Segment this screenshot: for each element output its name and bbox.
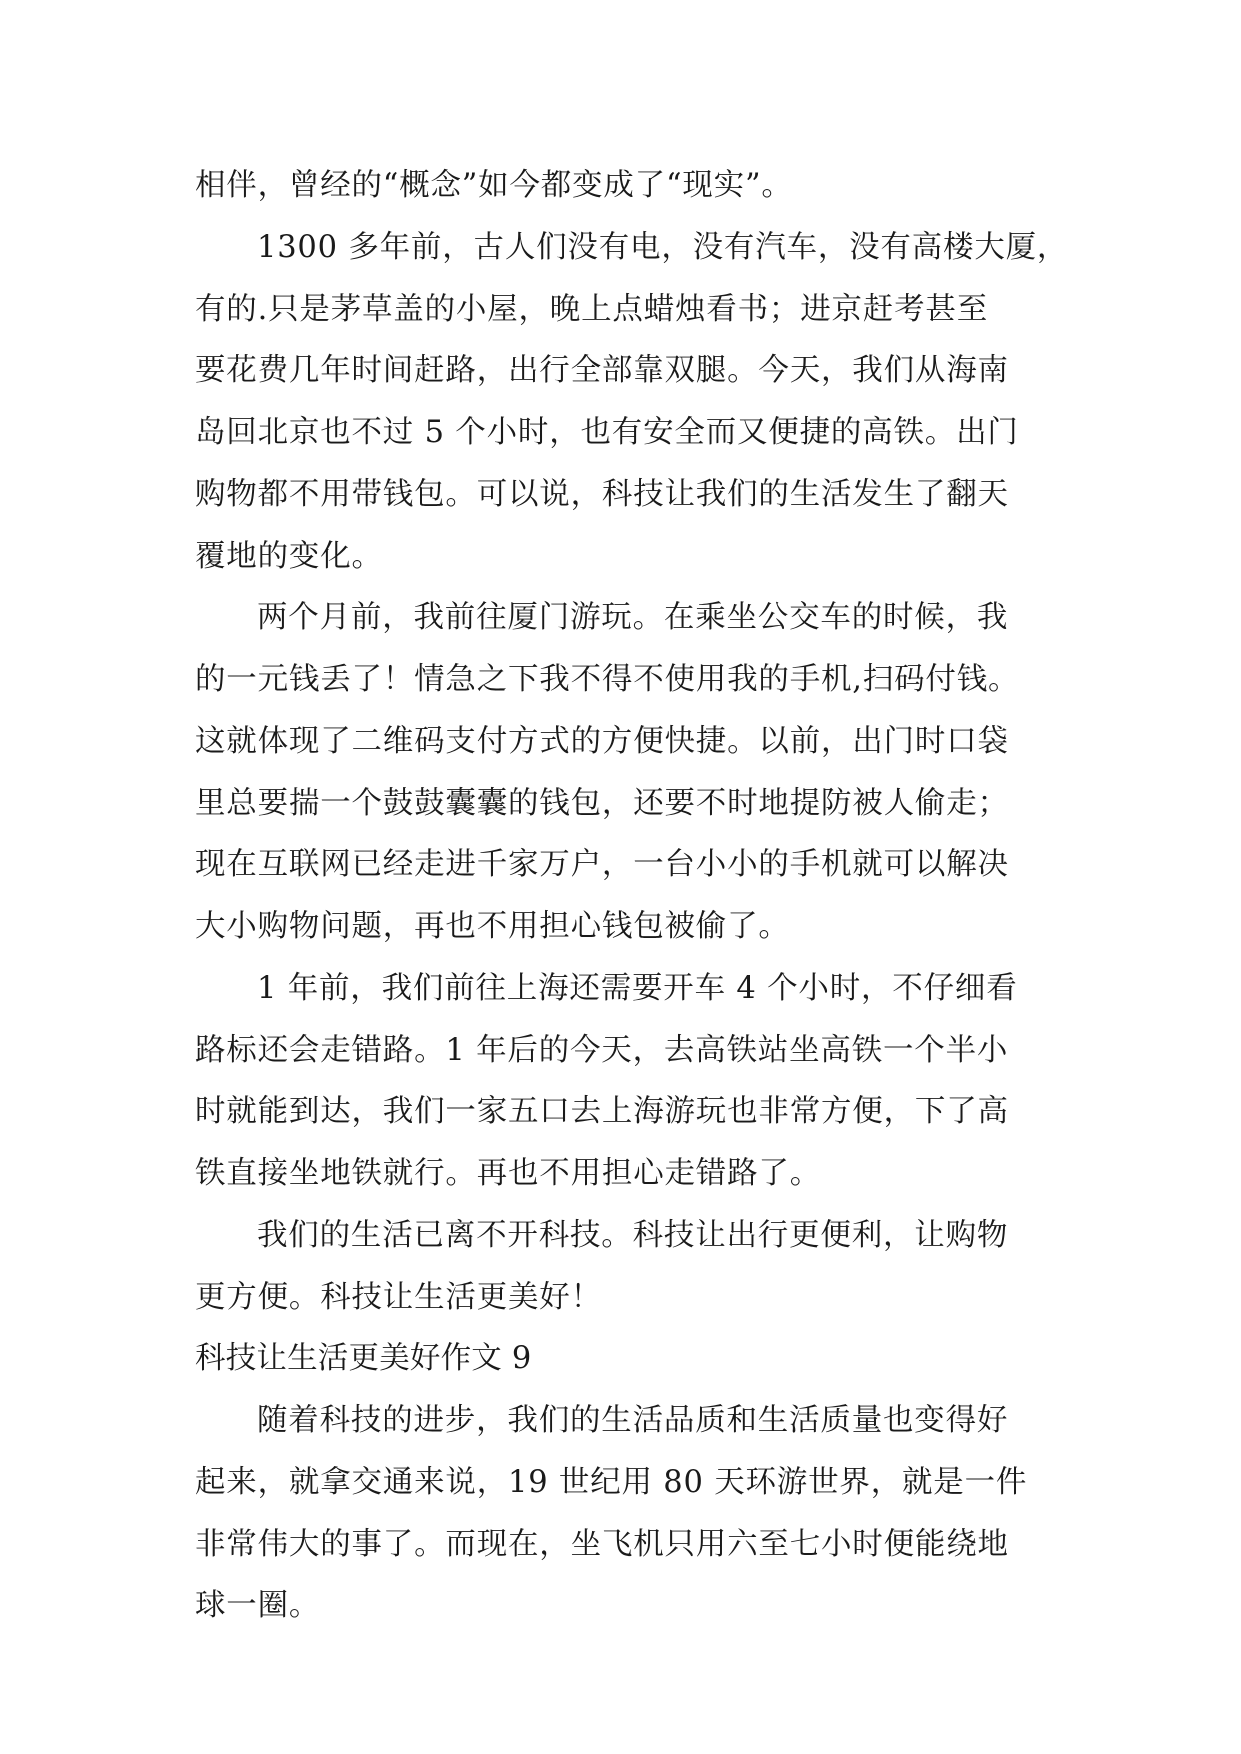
section-heading: 科技让生活更美好作文 9 (195, 1341, 532, 1376)
text-line: 两个月前，我前往厦门游玩。在乘坐公交车的时候，我 (257, 600, 1009, 635)
text-line: 这就体现了二维码支付方式的方便快捷。以前，出门时口袋 (195, 724, 1009, 759)
text-line: 相伴，曾经的“概念”如今都变成了“现实”。 (195, 168, 793, 203)
text-line: 起来，就拿交通来说，19 世纪用 80 天环游世界，就是一件 (195, 1465, 1028, 1500)
text-line: 岛回北京也不过 5 个小时，也有安全而又便捷的高铁。出门 (195, 415, 1019, 450)
text-line: 覆地的变化。 (195, 539, 383, 574)
text-line: 要花费几年时间赶路，出行全部靠双腿。今天，我们从海南 (195, 353, 1009, 388)
text-line: 购物都不用带钱包。可以说，科技让我们的生活发生了翻天 (195, 477, 1009, 512)
text-line: 路标还会走错路。1 年后的今天，去高铁站坐高铁一个半小 (195, 1033, 1009, 1068)
text-line: 更方便。科技让生活更美好！ (195, 1280, 602, 1315)
text-line: 有的.只是茅草盖的小屋，晚上点蜡烛看书；进京赶考甚至 (195, 292, 988, 327)
text-line: 我们的生活已离不开科技。科技让出行更便利，让购物 (257, 1218, 1009, 1253)
text-line: 球一圈。 (195, 1588, 321, 1623)
text-line: 现在互联网已经走进千家万户，一台小小的手机就可以解决 (195, 847, 1009, 882)
text-line: 的一元钱丢了！情急之下我不得不使用我的手机,扫码付钱。 (195, 662, 1020, 697)
text-line: 里总要揣一个鼓鼓囊囊的钱包，还要不时地提防被人偷走； (195, 786, 1009, 821)
text-line: 时就能到达，我们一家五口去上海游玩也非常方便，下了高 (195, 1094, 1009, 1129)
text-line: 随着科技的进步，我们的生活品质和生活质量也变得好 (257, 1403, 1009, 1438)
text-line: 1 年前，我们前往上海还需要开车 4 个小时，不仔细看 (257, 971, 1018, 1006)
text-line: 非常伟大的事了。而现在，坐飞机只用六至七小时便能绕地 (195, 1527, 1009, 1562)
text-line: 大小购物问题，再也不用担心钱包被偷了。 (195, 909, 790, 944)
text-line: 1300 多年前，古人们没有电，没有汽车，没有高楼大厦， (257, 230, 1069, 265)
text-line: 铁直接坐地铁就行。再也不用担心走错路了。 (195, 1156, 821, 1191)
